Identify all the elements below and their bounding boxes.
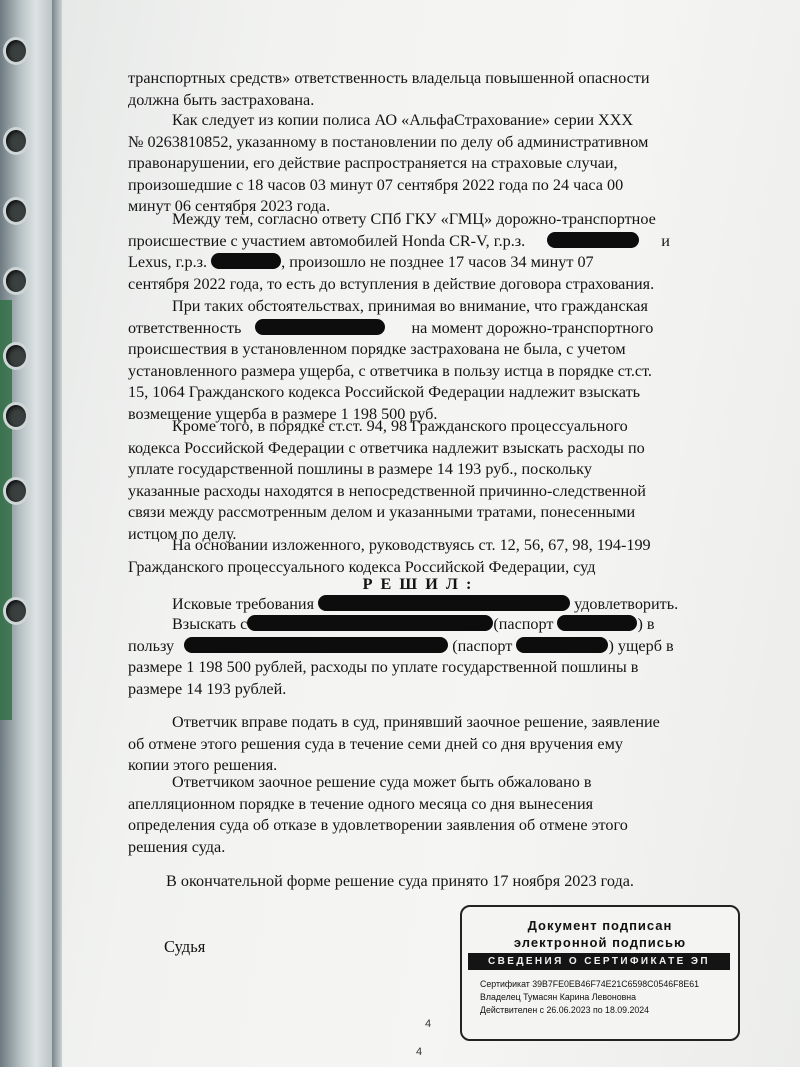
stamp-certificate: Сертификат 39B7FE0EB46F74E21C6598C0546F8E61 xyxy=(480,979,700,989)
binder-hole xyxy=(6,600,26,622)
redaction-bar xyxy=(247,615,493,631)
final-decision-date: В окончательной форме решение суда принято 17 ноября 2023 года. xyxy=(166,872,634,890)
decision-recovery: Взыскать с (паспорт ) в пользу (паспорт ) ущерб в размере 1 198 500 рублей, расходы по уплате государственной пошлины в размере 14 193 рублей. xyxy=(128,615,674,698)
sleeve-edge xyxy=(52,0,62,1067)
redaction-bar xyxy=(318,595,570,611)
redaction-bar xyxy=(255,319,385,335)
paragraph-6: На основании изложенного, руководствуясь ст. 12, 56, 67, 98, 194-199 Гражданского процессуального кодекса Российской Федерации, суд xyxy=(128,536,651,576)
paragraph-appeal-notice: Ответчик вправе подать в суд, принявший заочное решение, заявление об отмене этого решения суда в течение семи дней со дня вручения ему копии этого решения. xyxy=(128,713,660,775)
page-number: 4 xyxy=(416,1046,423,1058)
binder-hole xyxy=(6,480,26,502)
stamp-validity: Действителен с 26.06.2023 по 18.09.2024 xyxy=(480,1005,650,1015)
paragraph-1: транспортных средств» ответственность владельца повышенной опасности должна быть застрахована. xyxy=(128,69,650,109)
stamp-certificate-header: СВЕДЕНИЯ О СЕРТИФИКАТЕ ЭП xyxy=(468,953,730,970)
redaction-bar xyxy=(184,637,448,653)
binder-hole xyxy=(6,40,26,62)
redaction-bar xyxy=(211,253,281,269)
paragraph-4: При таких обстоятельствах, принимая во внимание, что гражданская ответственность на момент дорожно-транспортного происшествия в установленном порядке застрахована не была, с учетом установленного размера ущерба, с ответчика в пользу истца в порядке ст.ст. 15, 1064 Гражданского кодекса Российской Федерации надлежит взыскать возмещение ущерба в размере 1 198 500 руб. xyxy=(128,297,654,423)
page-number: 4 xyxy=(425,1018,432,1030)
stamp-owner: Владелец Тумасян Карина Левоновна xyxy=(480,992,637,1002)
binder-hole xyxy=(6,405,26,427)
binder-hole xyxy=(6,270,26,292)
paragraph-appeal-order: Ответчиком заочное решение суда может быть обжаловано в апелляционном порядке в течение одного месяца со дня вынесения определения суда об отказе в удовлетворении заявления об отмене этого решения суда. xyxy=(128,773,628,856)
stamp-title: Документ подписан электронной подписью xyxy=(513,918,687,950)
paragraph-3: Между тем, согласно ответу СПб ГКУ «ГМЦ» дорожно-транспортное происшествие с участием автомобилей Honda CR-V, г.р.з. и Lexus, г.р.з. , произошло не позднее 17 часов 34 минут 07 сентября 2022 года, то есть до вступления в действие договора страхования. xyxy=(128,210,670,293)
paragraph-2: Как следует из копии полиса АО «АльфаСтрахование» серии ХХХ № 0263810852, указанному в постановлении по делу об административном правонарушении, его действие распространяется на страховые случаи, произошедшие с 18 часов 03 минут 07 сентября 2022 года по 24 часа 00 минут 06 сентября 2023 года. xyxy=(128,111,649,216)
decision-title: Р Е Ш И Л : xyxy=(362,575,474,593)
paragraph-5: Кроме того, в порядке ст.ст. 94, 98 Гражданского процессуального кодекса Российской Федерации с ответчика надлежит взыскать расходы по уплате государственной пошлины в размере 14 193 руб., поскольку указанные расходы находятся в непосредственной причинно-следственной связи между рассмотренным делом и указанными тратами, понесенными истцом по делу. xyxy=(128,417,646,543)
binder-hole xyxy=(6,130,26,152)
judge-label: Судья xyxy=(164,937,206,956)
binder-hole xyxy=(6,345,26,367)
decision-claims: Исковые требования удовлетворить. xyxy=(172,595,679,613)
redaction-bar xyxy=(516,637,608,653)
redaction-bar xyxy=(547,232,639,248)
redaction-bar xyxy=(557,615,637,631)
binder-hole xyxy=(6,200,26,222)
electronic-signature-stamp xyxy=(460,905,740,1041)
